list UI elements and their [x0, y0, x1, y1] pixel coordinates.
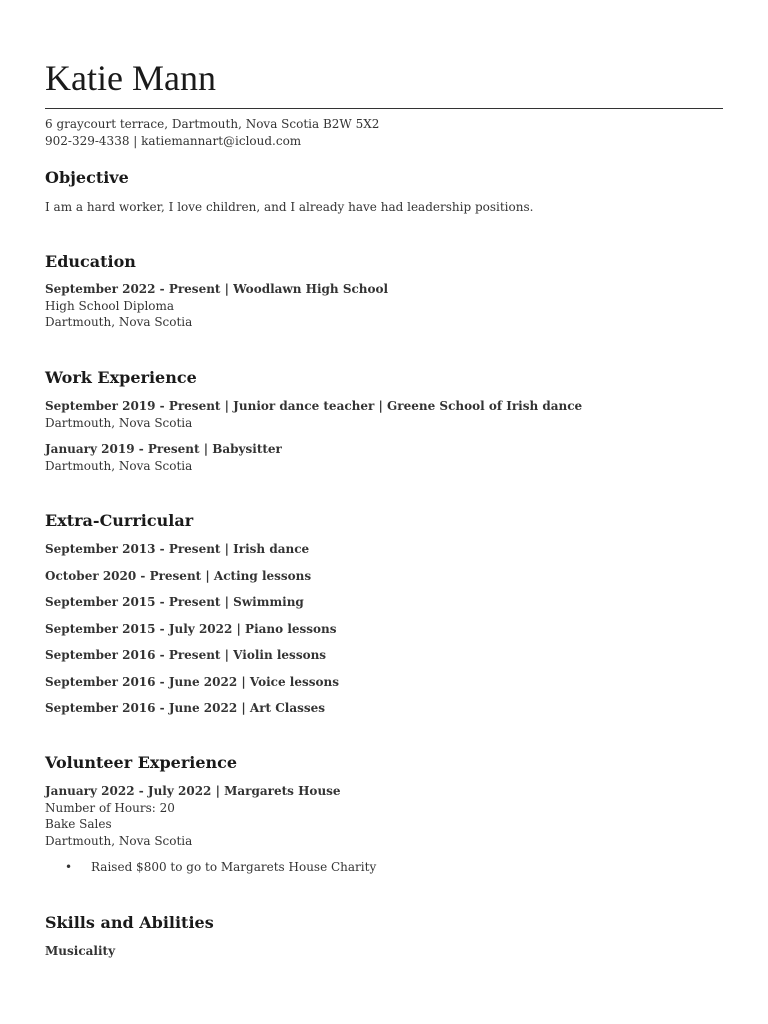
extracurricular-item: September 2016 - Present | Violin lessons	[45, 648, 327, 662]
candidate-name: Katie Mann	[45, 58, 216, 98]
contact-block	[45, 116, 379, 149]
volunteer-section	[45, 753, 723, 874]
education-entry	[45, 281, 388, 331]
volunteer-entry-heading: January 2022 - July 2022 | Margarets House	[45, 784, 341, 798]
volunteer-bullet-text: Raised $800 to go to Margarets House Charity	[91, 860, 377, 874]
phone-email-line: 902-329-4338 | katiemannart@icloud.com	[45, 133, 302, 148]
skills-title: Skills and Abilities	[45, 913, 214, 932]
bullet-icon: •	[65, 860, 73, 874]
address-line: 6 graycourt terrace, Dartmouth, Nova Scotia B2W 5X2	[45, 117, 380, 131]
volunteer-entry-activity: Bake Sales	[45, 817, 112, 831]
volunteer-entry	[45, 783, 341, 849]
work-entry	[45, 398, 582, 431]
extracurricular-item: September 2016 - June 2022 | Voice lessons	[45, 675, 339, 689]
extracurricular-item: September 2015 - July 2022 | Piano lessons	[45, 622, 337, 636]
work-entry	[45, 441, 282, 474]
extracurricular-item: September 2013 - Present | Irish dance	[45, 542, 310, 556]
extracurricular-item: September 2016 - June 2022 | Art Classes	[45, 701, 326, 715]
education-entry-location: Dartmouth, Nova Scotia	[45, 315, 193, 329]
volunteer-title: Volunteer Experience	[45, 753, 238, 772]
education-entry-heading: September 2022 - Present | Woodlawn High School	[45, 282, 389, 296]
objective-text: I am a hard worker, I love children, and I already have had leadership positions.	[45, 200, 534, 214]
work-title: Work Experience	[45, 368, 197, 387]
objective-title: Objective	[45, 168, 129, 187]
volunteer-entry-hours: Number of Hours: 20	[45, 800, 175, 815]
header-divider	[45, 108, 723, 109]
work-entry-location: Dartmouth, Nova Scotia	[45, 458, 193, 473]
education-entry-degree: High School Diploma	[45, 298, 175, 313]
work-entry-location: Dartmouth, Nova Scotia	[45, 415, 193, 430]
work-entry-heading: September 2019 - Present | Junior dance teacher | Greene School of Irish dance	[45, 399, 583, 413]
education-section	[45, 252, 723, 329]
extracurricular-item: October 2020 - Present | Acting lessons	[45, 569, 312, 583]
education-title: Education	[45, 252, 136, 271]
work-entry-heading: January 2019 - Present | Babysitter	[45, 442, 282, 456]
volunteer-bullet-item	[65, 859, 376, 876]
work-section	[45, 368, 723, 473]
volunteer-entry-location: Dartmouth, Nova Scotia	[45, 833, 193, 848]
extracurricular-item: September 2015 - Present | Swimming	[45, 595, 304, 609]
extracurricular-title: Extra-Curricular	[45, 511, 194, 530]
objective-section	[45, 168, 723, 214]
skills-section	[45, 913, 723, 958]
skills-item: Musicality	[45, 944, 116, 958]
extracurricular-section	[45, 511, 723, 715]
